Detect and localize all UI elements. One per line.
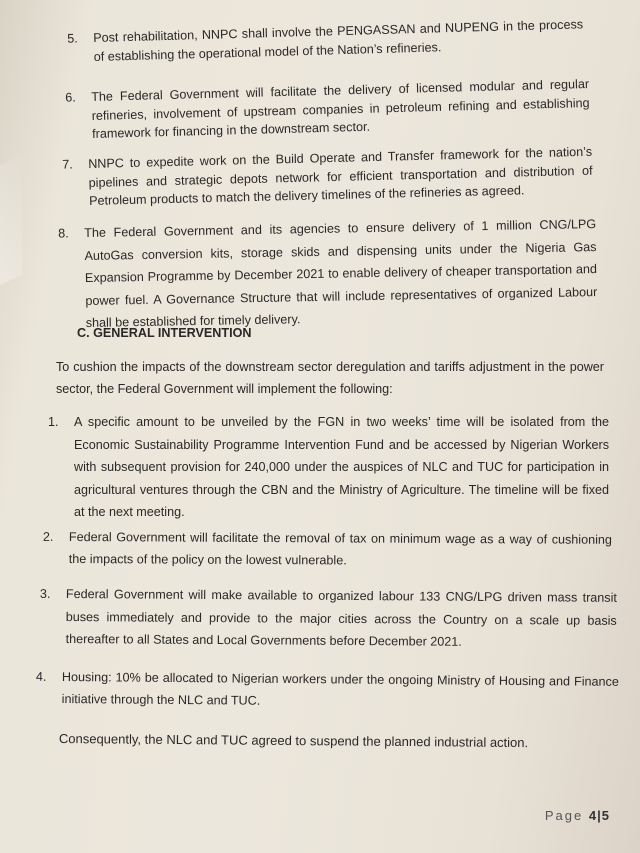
item-number: 2. (42, 529, 54, 544)
item-number: 5. (67, 31, 78, 46)
list-item-6 (65, 75, 590, 144)
paper-crease (0, 155, 22, 285)
list-item-c1 (48, 411, 609, 524)
list-item-7 (62, 143, 593, 211)
page-number (545, 808, 610, 823)
item-text: The Federal Government will facilitate the delivery of licensed modular and regular refineries, involvement of upstream companies in petroleum refining and establishing framework for financing in the downstream sector. (91, 76, 590, 141)
list-item-5 (67, 15, 584, 66)
item-number: 1. (48, 415, 59, 429)
item-text: Federal Government will make available to organized labour 133 CNG/LPG driven mass transit buses immediately and provide to the major cities across the Country on a scale up basis thereafter to all States and Local Governments before December 2021. (65, 586, 617, 649)
list-item-c4 (35, 666, 619, 715)
item-text: The Federal Government and its agencies to ensure delivery of 1 million CNG/LPG AutoGas conversion kits, storage skids and dispensing units under the Nigeria Gas Expansion Programme by December 2021 to enable delivery of cheaper transportation and power fuel. A Governance Structure that will include representatives of organized Labour shall be established for timely delivery. (84, 217, 598, 330)
conclusion-text: Consequently, the NLC and TUC agreed to suspend the planned industrial action. (58, 730, 529, 751)
item-number: 4. (35, 669, 47, 684)
item-number: 7. (62, 157, 73, 172)
item-number: 8. (58, 226, 69, 241)
list-item-8 (58, 213, 598, 334)
item-text: Federal Government will facilitate the removal of tax on minimum wage as a way of cushioning the impacts of the policy on the lowest vulnerable. (68, 529, 612, 568)
page-current: 4 (588, 808, 598, 823)
page-separator: | (597, 808, 602, 823)
page-total: 5 (601, 808, 610, 823)
item-text: Housing: 10% be allocated to Nigerian workers under the ongoing Ministry of Housing and Finance initiative through the NLC and TUC. (61, 669, 619, 708)
section-intro: To cushion the impacts of the downstream sector deregulation and tariffs adjustment in the power sector, the Federal Government will implement the following: (56, 360, 604, 396)
item-text: A specific amount to be unveiled by the FGN in two weeks’ time will be isolated from the Economic Sustainability Programme Intervention Fund and be accessed by Nigerian Workers with subsequent provision for 240,000 under the auspices of NLC and TUC for participation in agricultural ventures through the CBN and the Ministry of Agriculture. The timeline will be fixed at the next meeting. (74, 415, 609, 519)
section-heading: C. GENERAL INTERVENTION (77, 326, 252, 340)
item-text: NNPC to expedite work on the Build Operate and Transfer framework for the nation’s pipelines and strategic depots network for efficient transportation and distribution of Petroleum products to match the delivery timelines of the refineries as agreed. (88, 144, 593, 208)
list-item-c3 (39, 583, 617, 654)
item-number: 3. (39, 586, 51, 601)
page-label: Page (544, 808, 584, 823)
list-item-c2 (42, 526, 612, 573)
item-text: Post rehabilitation, NNPC shall involve the PENGASSAN and NUPENG in the process of establishing the operational model of the Nation’s refineries. (93, 17, 584, 64)
item-number: 6. (65, 90, 76, 105)
